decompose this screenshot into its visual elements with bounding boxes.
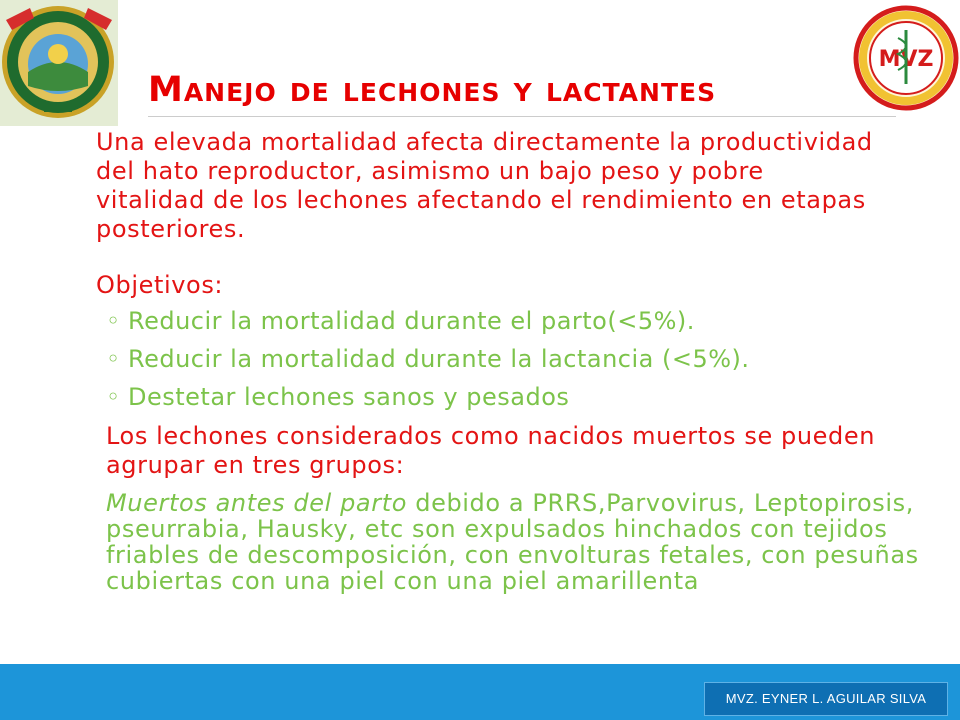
group1-paragraph (106, 490, 926, 594)
objective-text: Reducir la mortalidad durante el parto(<5%). (128, 307, 695, 335)
bullet-circle-icon: ◦ (106, 307, 121, 335)
objective-text: Destetar lechones sanos y pesados (128, 383, 570, 411)
footer-author: MVZ. EYNER L. AGUILAR SILVA (704, 682, 948, 716)
title-underline (148, 116, 896, 117)
objectives-heading: Objetivos: (96, 271, 224, 299)
objective-item (106, 302, 906, 340)
objective-text: Reducir la mortalidad durante la lactancia (<5%). (128, 345, 750, 373)
objectives-list (106, 302, 906, 416)
university-logo (0, 0, 118, 126)
objective-item (106, 378, 906, 416)
mvz-logo (846, 0, 960, 118)
mvz-center-text: MVZ (878, 47, 934, 72)
page-title: Manejo de lechones y lactantes (148, 70, 717, 110)
group1-text: debido a PRRS,Parvovirus, Leptopirosis, pseurrabia, Hausky, etc son expulsados hinchados con tejidos friables de descomposición, con envolturas fetales, con pesuñas cubiertas con una piel con una piel amarillenta (106, 489, 919, 595)
university-seal-icon (0, 0, 118, 126)
bullet-circle-icon: ◦ (106, 345, 121, 373)
intro-paragraph: Una elevada mortalidad afecta directamente la productividad del hato reproductor, asimismo un bajo peso y pobre vitalidad de los lechones afectando el rendimiento en etapas posteriores. (96, 128, 873, 243)
objective-item (106, 340, 906, 378)
groups-intro-paragraph: Los lechones considerados como nacidos muertos se pueden agrupar en tres grupos: (106, 422, 876, 479)
group1-label: Muertos antes del parto (106, 489, 408, 517)
bullet-circle-icon: ◦ (106, 383, 121, 411)
mvz-seal-icon (846, 0, 960, 118)
